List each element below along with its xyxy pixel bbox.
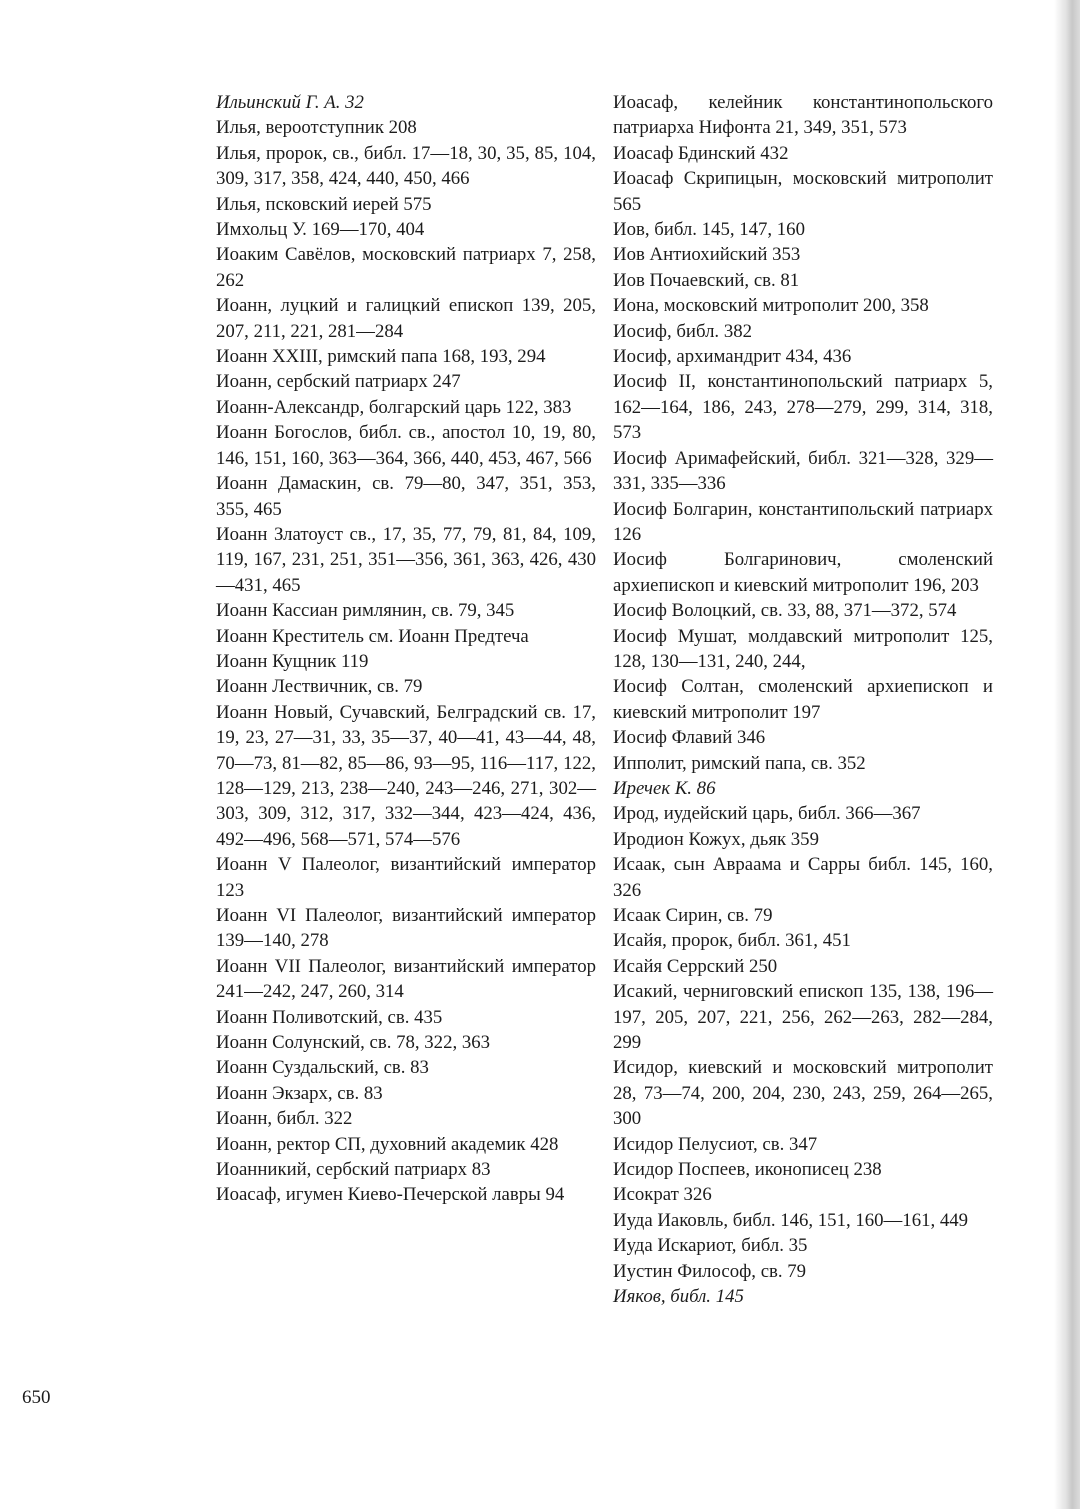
index-entry: Иосиф, архимандрит 434, 436 xyxy=(613,346,852,368)
index-column-right xyxy=(613,90,993,1310)
page-edge-shadow xyxy=(1054,0,1080,1509)
index-entry: Илья, вероотступник 208 xyxy=(216,117,417,139)
index-entry: Исаак, сын Авраама и Сарры библ. 145, 160, 326 xyxy=(613,854,993,901)
index-entry: Иоанн Креститель см. Иоанн Предтеча xyxy=(216,625,529,647)
index-entry: Иосиф Болгарин, константипольский патриарх 126 xyxy=(613,498,993,545)
index-entry: Илья, пророк, св., библ. 17—18, 30, 35, 85, 104, 309, 317, 358, 424, 440, 450, 466 xyxy=(216,142,596,190)
index-entry: Иоанн VI Палеолог, византийский император 139—140, 278 xyxy=(216,905,596,952)
index-entry: Ияков, библ. 145 xyxy=(613,1286,744,1308)
index-column-left xyxy=(216,90,596,1208)
index-entry: Иоанн-Александр, болгарский царь 122, 383 xyxy=(216,396,572,418)
index-entry: Илья, псковский иерей 575 xyxy=(216,193,432,215)
index-entry: Иоасаф Бдинский 432 xyxy=(613,142,789,164)
index-entry: Иоанн Суздальский, св. 83 xyxy=(216,1057,429,1079)
index-entry: Иоасаф, игумен Киево-Печерской лавры 94 xyxy=(216,1184,565,1206)
index-entry: Иосиф Солтан, смоленский архиепископ и киевский митрополит 197 xyxy=(613,676,993,723)
index-entry: Иоанн Солунский, св. 78, 322, 363 xyxy=(216,1032,491,1054)
index-entry: Исидор, киевский и московский митрополит 28, 73—74, 200, 204, 230, 243, 259, 264—265, 300 xyxy=(613,1057,993,1130)
index-entry: Иоанн, сербский патриарх 247 xyxy=(216,371,461,393)
index-entry: Иосиф Волоцкий, св. 33, 88, 371—372, 574 xyxy=(613,600,957,622)
index-entry: Иоанн Дамаскин, св. 79—80, 347, 351, 353, 355, 465 xyxy=(216,473,596,520)
index-entry: Исайя Серрский 250 xyxy=(613,955,778,977)
index-entry: Иуда Иаковль, библ. 146, 151, 160—161, 449 xyxy=(613,1209,969,1231)
index-entry: Иосиф Мушат, молдавский митрополит 125, 128, 130—131, 240, 244, xyxy=(613,625,993,672)
index-entry: Иона, московский митрополит 200, 358 xyxy=(613,295,929,317)
index-entry: Иоанн, луцкий и галицкий епископ 139, 205, 207, 211, 221, 281—284 xyxy=(216,295,596,342)
index-entry: Иосиф, библ. 382 xyxy=(613,320,752,342)
index-entry: Исайя, пророк, библ. 361, 451 xyxy=(613,930,851,952)
index-entry: Иоанникий, сербский патриарх 83 xyxy=(216,1159,491,1181)
index-entry: Иоаким Савёлов, московский патриарх 7, 258, 262 xyxy=(216,244,596,291)
page-number: 650 xyxy=(22,1387,51,1408)
index-entry: Иов Почаевский, св. 81 xyxy=(613,269,800,291)
index-entry: Иоанн Кущник 119 xyxy=(216,650,369,672)
index-entry: Иоанн, ректор СП, духовний академик 428 xyxy=(216,1133,559,1155)
index-entry: Иоанн V Палеолог, византийский император 123 xyxy=(216,854,596,901)
index-entry: Иов, библ. 145, 147, 160 xyxy=(613,219,805,241)
index-entry: Имхольц У. 169—170, 404 xyxy=(216,219,425,241)
index-entry: Иоасаф, келейник константинопольского патриарха Нифонта 21, 349, 351, 573 xyxy=(613,92,993,139)
index-entry: Исократ 326 xyxy=(613,1184,712,1206)
index-entry: Иосиф Флавий 346 xyxy=(613,727,766,749)
index-entry: Иов Антиохийский 353 xyxy=(613,244,801,266)
index-entry: Иоанн Поливотский, св. 435 xyxy=(216,1006,443,1028)
index-entry: Иоанн VII Палеолог, византийский император 241—242, 247, 260, 314 xyxy=(216,955,596,1003)
index-entry: Иоанн Экзарх, св. 83 xyxy=(216,1082,383,1104)
index-entry: Ипполит, римский папа, св. 352 xyxy=(613,752,866,774)
index-entry: Иоанн Кассиан римлянин, св. 79, 345 xyxy=(216,600,515,622)
index-entry: Иосиф II, константинопольский патриарх 5, 162—164, 186, 243, 278—279, 299, 314, 318, 573 xyxy=(613,371,993,444)
index-entry: Иоанн Лествичник, св. 79 xyxy=(216,676,423,698)
index-entry: Иоанн Новый, Сучавский, Белградский св. 17, 19, 23, 27—31, 33, 35—37, 40—41, 43—44, 48, 70—73, 81—82, 85—86, 93—95, 116—117, 122, 128—129, 213, 238—240, 243—246, 271, 302—303, 309, 312, 317, 332—344, 423—424, 436, 492—496, 568—571, 574—576 xyxy=(216,701,596,850)
index-entry: Иустин Философ, св. 79 xyxy=(613,1260,807,1282)
index-entry: Иосиф Аримафейский, библ. 321—328, 329—331, 335—336 xyxy=(613,447,993,495)
index-entry: Иродион Кожух, дьяк 359 xyxy=(613,828,819,850)
index-entry: Иуда Искариот, библ. 35 xyxy=(613,1235,808,1257)
index-entry: Ирод, иудейский царь, библ. 366—367 xyxy=(613,803,921,825)
index-entry: Иоанн XXIII, римский папа 168, 193, 294 xyxy=(216,346,546,368)
index-entry: Иосиф Болгаринович, смоленский архиепископ и киевский митрополит 196, 203 xyxy=(613,549,993,596)
index-entry: Иречек К. 86 xyxy=(613,777,716,799)
index-entry: Исидор Поспеев, иконописец 238 xyxy=(613,1159,882,1181)
index-entry: Иоанн Златоуст св., 17, 35, 77, 79, 81, 84, 109, 119, 167, 231, 251, 351—356, 361, 363, 426, 430—431, 465 xyxy=(216,523,596,596)
index-entry: Иоасаф Скрипицын, московский митрополит 565 xyxy=(613,168,993,215)
index-entry: Ильинский Г. А. 32 xyxy=(216,92,364,113)
index-entry: Исидор Пелусиот, св. 347 xyxy=(613,1133,818,1155)
index-entry: Исаак Сирин, св. 79 xyxy=(613,905,773,926)
index-entry: Исакий, черниговский епископ 135, 138, 196—197, 205, 207, 221, 256, 262—263, 282—284, 299 xyxy=(613,981,993,1054)
index-entry: Иоанн Богослов, библ. св., апостол 10, 19, 80, 146, 151, 160, 363—364, 366, 440, 453, 467, 566 xyxy=(216,422,596,469)
index-entry: Иоанн, библ. 322 xyxy=(216,1108,353,1130)
